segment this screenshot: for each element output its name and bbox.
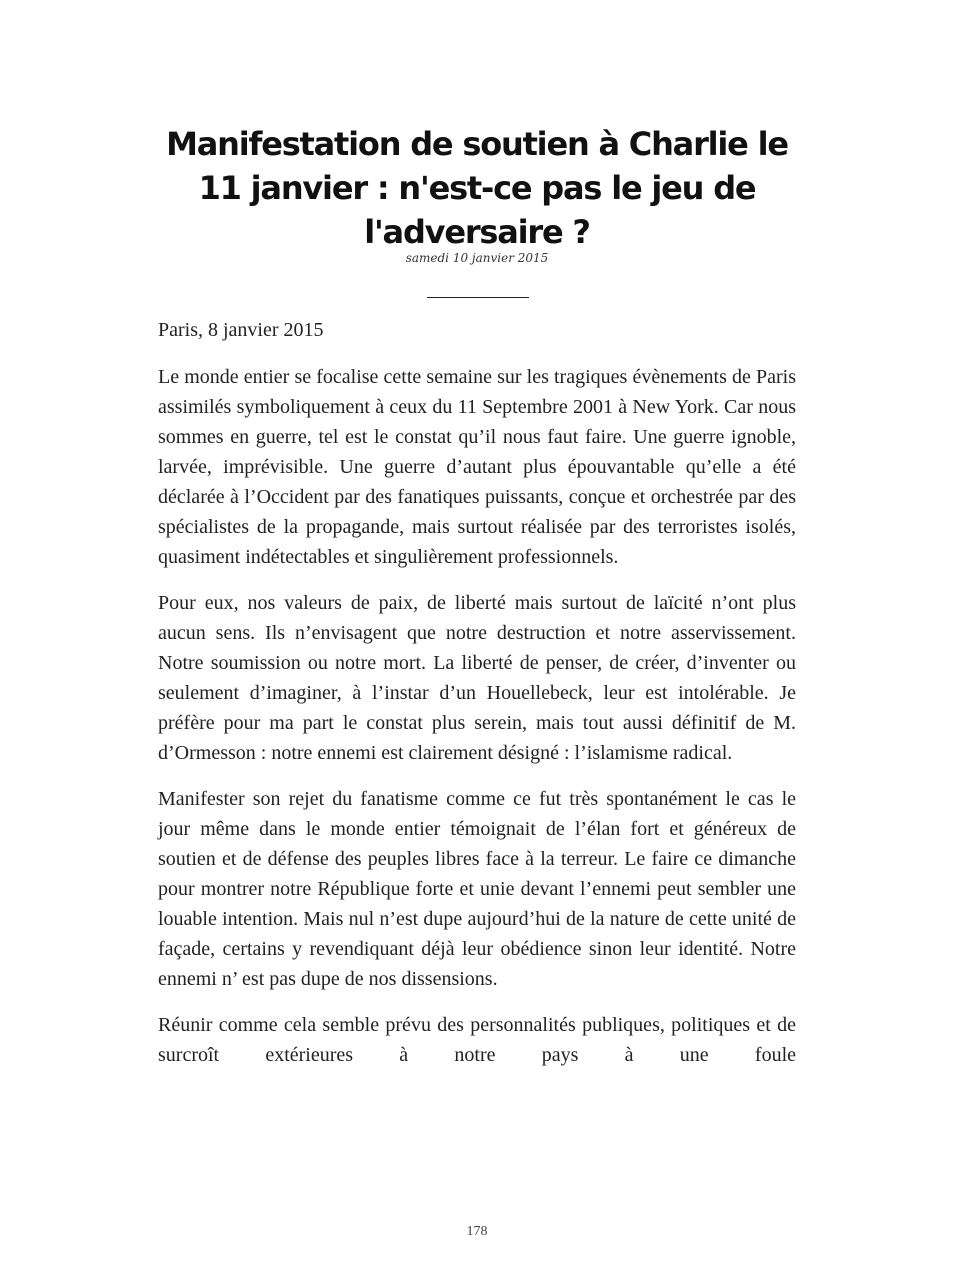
article-body xyxy=(158,315,796,1086)
paragraph: Pour eux, nos valeurs de paix, de liberté mais surtout de laïcité n’ont plus aucun sens. Ils n’envisagent que notre destruction et notre asservissement. Notre soumission ou notre mort. La liberté de penser, de créer, d’inventer ou seulement d’imaginer, à l’instar d’un Houellebeck, leur est intolérable. Je préfère pour ma part le constat plus serein, mais tout aussi définitif de M. d’Ormesson : notre ennemi est clairement désigné : l’islamisme radical. xyxy=(158,592,796,764)
paragraph: Manifester son rejet du fanatisme comme ce fut très spontanément le cas le jour même dans le monde entier témoignait de l’élan fort et généreux de soutien et de défense des peuples libres face à la terreur. Le faire ce dimanche pour montrer notre République forte et unie devant l’ennemi peut sembler une louable intention. Mais nul n’est dupe aujourd’hui de la nature de cette unité de façade, certains y revendiquant déjà leur obédience sinon leur identité. Notre ennemi n’ est pas dupe de nos dissensions. xyxy=(158,788,796,990)
place-date: Paris, 8 janvier 2015 xyxy=(158,319,324,341)
article-title: Manifestation de soutien à Charlie le 11 janvier : n'est-ce pas le jeu de l'adversaire ? xyxy=(166,125,788,251)
paragraph: Le monde entier se focalise cette semaine sur les tragiques évènements de Paris assimilés symboliquement à ceux du 11 Septembre 2001 à New York. Car nous sommes en guerre, tel est le constat qu’il nous faut faire. Une guerre ignoble, larvée, imprévisible. Une guerre d’autant plus épouvantable qu’elle a été déclarée à l’Occident par des fanatiques puissants, conçue et orchestrée par des spécialistes de la propagande, mais surtout réalisée par des terroristes isolés, quasiment indétectables et singulièrement professionnels. xyxy=(158,366,796,568)
article-date: samedi 10 janvier 2015 xyxy=(405,251,549,265)
paragraph: Réunir comme cela semble prévu des personnalités publiques, politiques et de surcroît extérieures à notre pays à une foule xyxy=(158,1014,796,1066)
page-number: 178 xyxy=(466,1224,488,1239)
separator-rule xyxy=(427,297,529,298)
